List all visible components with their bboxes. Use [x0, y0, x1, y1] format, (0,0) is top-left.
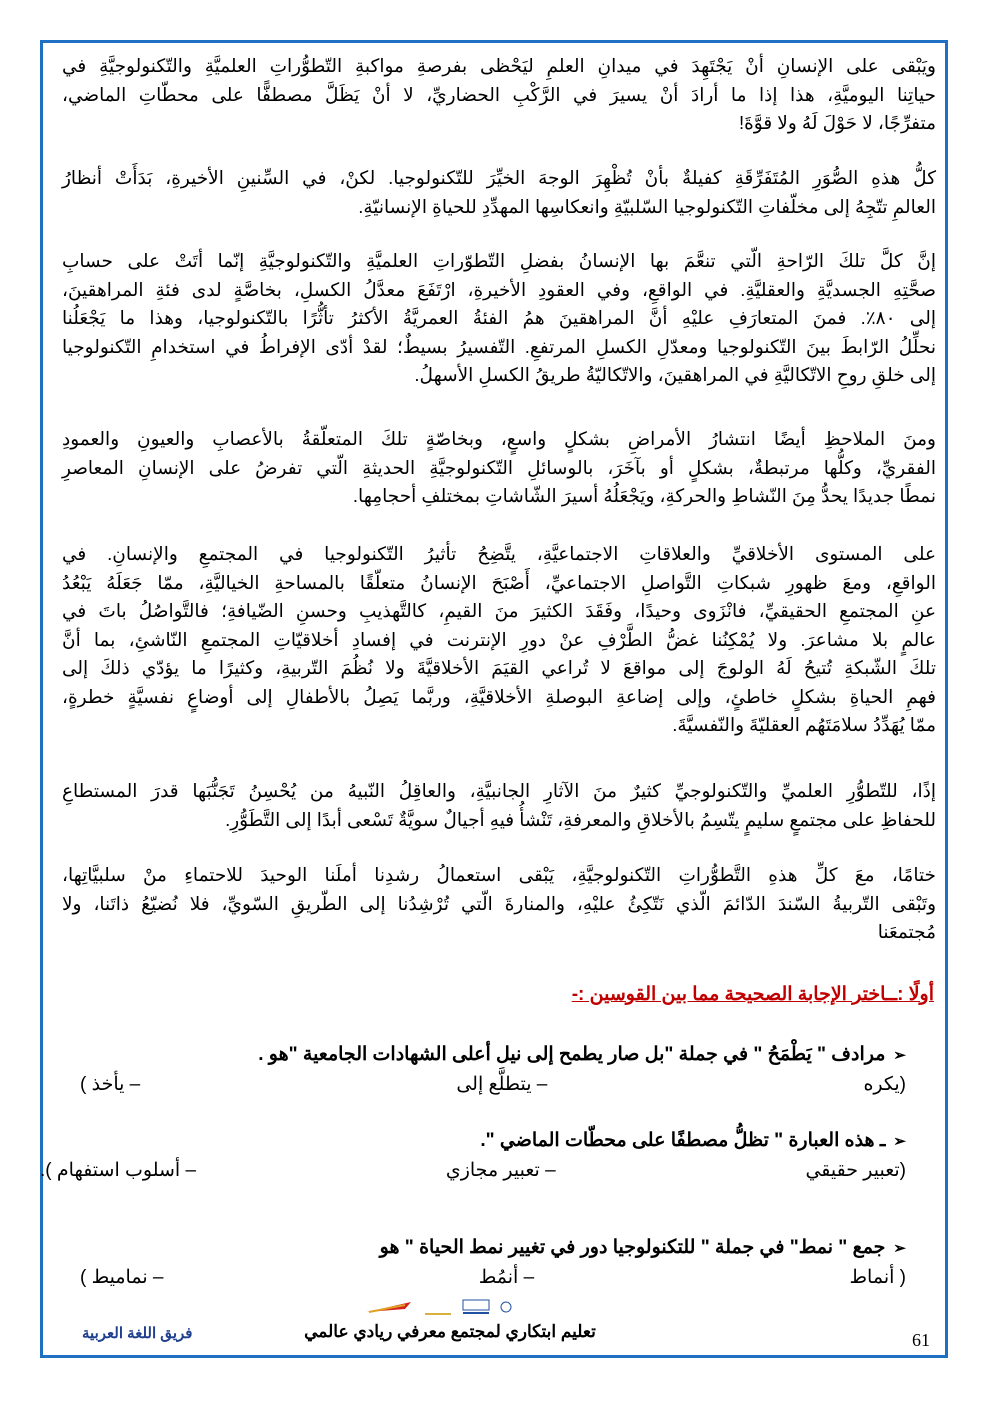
page-number: 61 [912, 1330, 930, 1350]
paragraph-3 [62, 247, 936, 390]
option: (تعبير حقيقي [805, 1160, 906, 1181]
pen-logo-icon [365, 1299, 415, 1315]
footer-slogan: تعليم ابتكاري لمجتمع معرفي ريادي عالمي [304, 1322, 596, 1341]
option: – نماميط ) [80, 1267, 164, 1288]
option: – يأخذ ) [80, 1074, 141, 1095]
text-line: عنِ المجتمعِ الحقيقيِّ، فانْزَوى وحيدًا، وفَقَدَ الكثيرَ منَ القيمِ، كالتَّهذيبِ وحسنِ الضّيافةِ؛ فالتَّواصُلُ باتَ في [62, 600, 936, 621]
emblem-logo-icon [499, 1299, 513, 1315]
text-line: تلكَ الشّبكةِ تُتيحُ لَهُ الولوجَ إلى مواقعَ لا تُراعي القيَمَ الأخلاقيَّةَ ولا نُظُمَ التّربيةِ، وكثيرًا ما يؤدّي ذلكَ إلى [62, 657, 936, 678]
text-line: فهمِ الحياةِ بشكلٍ خاطئٍ، وإلى إضاعةِ البوصلةِ الأخلاقيَّةِ، وربَّما يَصِلُ بالأطفالِ إلى أوضاعٍ نفسيَّةٍ خطرةٍ، [62, 685, 936, 707]
text-line: وتَبْقى التّربيةُ السّندَ الدّائمَ الّذي نَتّكِئُ عليْهِ، والمنارةَ الّتي تُرْشِدُنا إلى الطّريقِ السّويِّ، فلا نُضيّعُ ذاتَنا، ولا [62, 892, 936, 914]
text-line: نحلِّلُ الرّابطَ بينَ التّكنولوجيا ومعدّلِ الكسلِ المرتفعِ. التّفسيرُ بسيطٌ؛ لقدْ أدّى الإفراطُ في استخدامِ التّكنولوجيا [62, 335, 936, 357]
option: – يتطلَّع إلى [456, 1074, 548, 1095]
text-line: كلُّ هذهِ الصُّوَرِ المُتَفَرِّقَةِ كفيلةٌ بأنْ تُظْهِرَ الوجهَ الخيِّرَ للتّكنولوجيا. لكنْ، في السِّنينِ الأخيرةِ، بَدَأَتْ أنظارُ [62, 167, 936, 188]
text-line: الفقريِّ، وكلُّها مرتبطةٌ، بشكلٍ أو بآخَرَ، بالوسائلِ التّكنولوجيَّةِ الحديثةِ الّتي تفرضُ على الإنسانِ المعاصرِ [62, 456, 936, 478]
crescent-logo-icon [423, 1298, 453, 1316]
text-line: الواقعِ، ومعَ ظهورِ شبكاتِ التَّواصلِ الاجتماعيِّ، أَصْبَحَ الإنسانُ متعلّقًا بالمساحةِ الخياليَّةِ، ممّا جَعَلَهُ يَبْعُدُ [62, 571, 936, 593]
option: (يكره [863, 1074, 906, 1095]
question-2 [40, 1126, 906, 1185]
text-line: مُجتمعَنا [877, 921, 936, 942]
text-line: ويَبْقى على الإنسانِ أنْ يَجْتَهِدَ في ميدانِ العلمِ ليَحْظى بفرصةِ مواكبةِ التّطوُّراتِ العلميَّةِ والتّكنولوجيَّةِ في [62, 55, 936, 76]
question-3 [80, 1233, 906, 1292]
section-heading: أولًا :ــاختر الإجابة الصحيحة مما بين القوسين :- [571, 984, 934, 1005]
unesco-logo-icon [461, 1298, 491, 1316]
option: – تعبير مجازي [445, 1160, 556, 1181]
text-line: ختامًا، معَ كلِّ هذهِ التَّطوُّراتِ التّكنولوجيَّةِ، يَبْقى استعمالُ رشدِنا أملَنا الوحيدَ للاحتماءِ منْ سلبيَّاتِها، [62, 864, 936, 885]
text-line: حياتِنا اليوميَّةِ، هذا إذا ما أرادَ أنْ يسيرَ في الرَّكْبِ الحضاريِّ، لا أنْ يَظَلَّ مصطفًّا على محطّاتِ الماضي، [62, 83, 936, 105]
text-line: على المستوى الأخلاقيِّ والعلاقاتِ الاجتماعيَّةِ، يتَّضِحُ تأثيرُ التّكنولوجيا في المجتمعِ والإنسانِ. في [62, 543, 936, 564]
paragraph-6 [62, 777, 936, 834]
text-line: صحَّتِهِ الجسديَّةِ والعقليَّةِ. في الواقعِ، وفي العقودِ الأخيرةِ، ارْتَفَعَ معدَّلُ الكسلِ، بخاصَّةٍ لدى فئةِ المراهقينَ، [62, 278, 936, 300]
question-1 [80, 1040, 906, 1099]
text-line: إلى خلقِ روحِ الاتّكاليَّةِ في المراهقينَ، والاتّكاليّةُ طريقُ الكسلِ الأسهلُ. [414, 364, 936, 385]
text-line: ممّا يُهَدِّدُ سلامَتَهُم العقليّةَ والنّفسيَّةَ. [672, 714, 936, 735]
paragraph-5 [62, 540, 936, 740]
text-line: متفرِّجًا، لا حَوْلَ لَهُ ولا قوَّةَ! [738, 112, 936, 133]
footer-logos [365, 1298, 513, 1316]
text-line: عالمٍ بلا مشاعرَ. ولا يُمْكِنُنا غضُّ الطَّرْفِ عنْ دورِ الإنترنت في إفسادِ أخلاقيّاتِ المجتمعِ النّاشئِ، بما أنَّ [62, 628, 936, 650]
text-line: إنَّ كلَّ تلكَ الرّاحةِ الّتي تنعَّمَ بها الإنسانُ بفضلِ التّطوّراتِ العلميَّةِ والتّكنولوجيَّةِ إنّما أتَتْ على حسابِ [62, 250, 936, 271]
option: – أسلوب استفهام ). [40, 1160, 197, 1181]
paragraph-1 [62, 52, 936, 138]
arrow-bullet-icon: ➢ [893, 1133, 906, 1150]
paragraph-4 [62, 425, 936, 511]
text-line: إلى ٨٠٪. فمنَ المتعارَفِ عليْهِ أنَّ المراهقينَ همُ الفئةُ العمريَّةُ الأكثرُ تأثُّرًا بالتّكنولوجيا، وهذا ما يَجْعَلُنا [62, 307, 936, 328]
question-stem: ـ هذه العبارة " تظلُّ مصطفًا على محطّات الماضي ". [480, 1130, 886, 1151]
text-line: إذًا، للتّطوُّرِ العلميِّ والتّكنولوجيِّ كثيرٌ منَ الآثارِ الجانبيَّةِ، والعاقِلُ النّبيهُ من يُحْسِنُ تَجَنُّبَها قدرَ المستطاعِ [62, 780, 936, 801]
text-line: ومنَ الملاحظِ أيضًا انتشارُ الأمراضِ بشكلٍ واسعٍ، وبخاصّةٍ تلكَ المتعلّقةُ بالأعصابِ والعيونِ والعمودِ [62, 428, 936, 449]
paragraph-7 [62, 861, 936, 947]
text-line: العالمِ تتّجِهُ إلى مخلّفاتِ التّكنولوجيا السّلبيّةِ وانعكاسِها المهدِّدِ للحياةِ الإنسانيّةِ. [358, 195, 936, 217]
option: ( أنماط [849, 1267, 906, 1288]
arrow-bullet-icon: ➢ [893, 1047, 906, 1064]
question-stem: جمع " نمط" في جملة " للتكنولوجيا دور في تغيير نمط الحياة " هو [379, 1237, 886, 1258]
question-stem: مرادف " يَطْمَحُ " في جملة "بل صار يطمح إلى نيل أعلى الشهادات الجامعية "هو . [258, 1044, 886, 1065]
arrow-bullet-icon: ➢ [893, 1240, 906, 1257]
paragraph-2 [62, 164, 936, 221]
text-line: نمطًا جديدًا يحدُّ مِنَ النّشاطِ والحركةِ، ويَجْعَلُهُ أسيرَ الشّاشاتِ بمختلفِ أحجامِها. [352, 485, 936, 506]
footer-team: فريق اللغة العربية [82, 1325, 193, 1342]
option: – أنمُط [478, 1267, 535, 1288]
text-line: للحفاظِ على مجتمعٍ سليمٍ يتّسِمُ بالأخلاقِ والمعرفةِ، تَنْشأُ فيهِ أجيالٌ سويَّةٌ تَسْعى أبدًا إلى التَّطَوُّرِ. [225, 808, 936, 830]
